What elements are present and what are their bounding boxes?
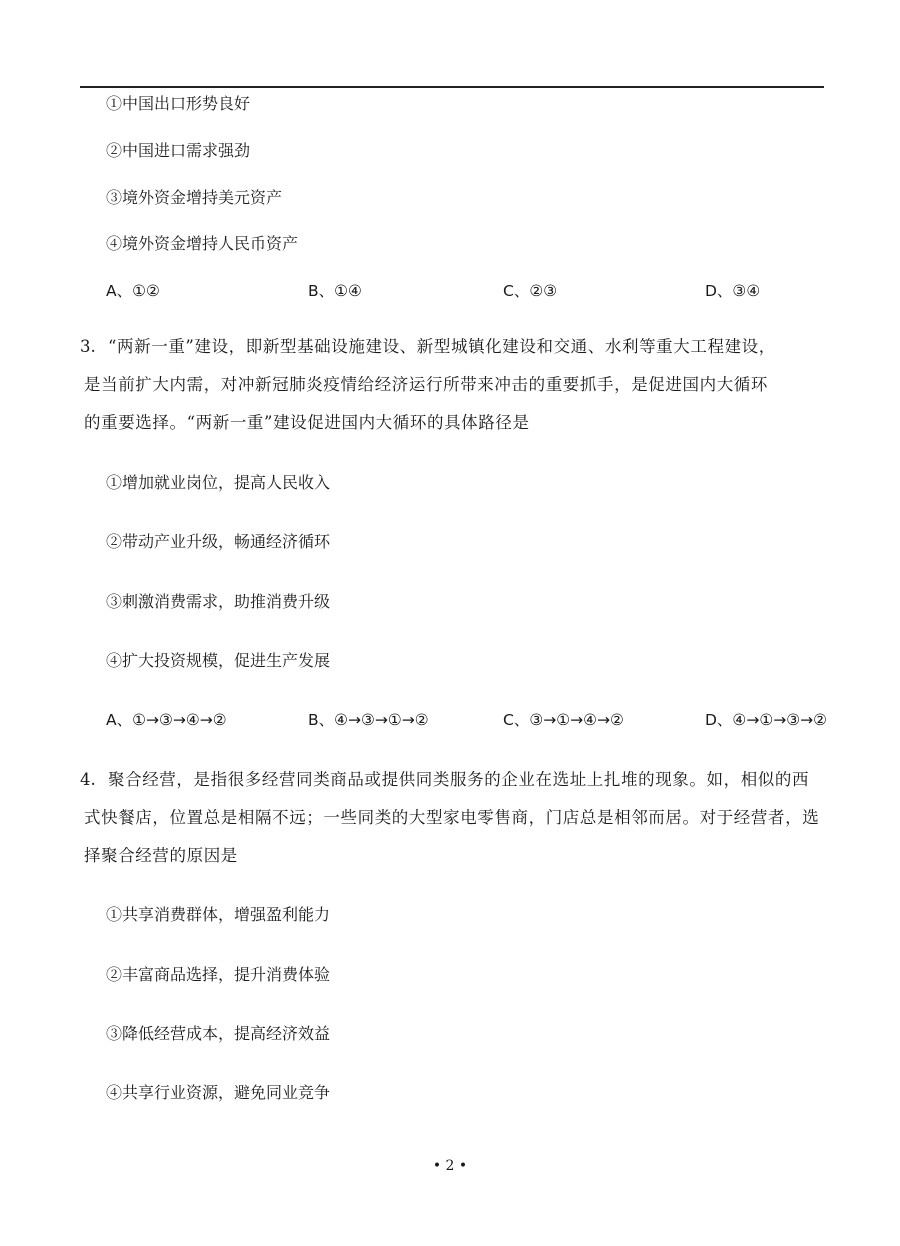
q4-item-4: ④共享行业资源，避免同业竞争: [106, 1083, 331, 1102]
q4-stem-line-3: 择聚合经营的原因是: [84, 846, 238, 865]
q2-option-a: A、①②: [106, 282, 160, 300]
q3-item-4: ④扩大投资规模，促进生产发展: [106, 651, 331, 670]
q4-stem-text-1: 聚合经营，是指很多经营同类商品或提供同类服务的企业在选址上扎堆的现象。如，相似的西: [108, 770, 810, 789]
q3-stem-line-1: [80, 337, 776, 357]
q2-option-d: D、③④: [705, 282, 761, 300]
q4-number: 4.: [80, 770, 96, 789]
q3-item-3: ③刺激消费需求，助推消费升级: [106, 592, 331, 611]
q4-item-1: ①共享消费群体，增强盈利能力: [106, 905, 331, 924]
q3-option-d: D、④→①→③→②: [705, 711, 827, 729]
q2-option-c: C、②③: [503, 282, 558, 300]
q2-item-1: ①中国出口形势良好: [106, 94, 251, 113]
q3-number: 3.: [80, 337, 96, 356]
q2-option-b: B、①④: [308, 282, 362, 300]
q2-item-4: ④境外资金增持人民币资产: [106, 234, 299, 253]
header-rule: [80, 86, 824, 88]
q4-item-3: ③降低经营成本，提高经济效益: [106, 1024, 331, 1043]
q3-item-1: ①增加就业岗位，提高人民收入: [106, 473, 331, 492]
q3-stem-text-1: “两新一重”建设，即新型基础设施建设、新型城镇化建设和交通、水利等重大工程建设，: [108, 337, 776, 356]
q4-stem-line-1: [80, 770, 809, 790]
q3-stem-line-3: 的重要选择。“两新一重”建设促进国内大循环的具体路径是: [84, 413, 530, 432]
q3-option-c: C、③→①→④→②: [503, 711, 624, 729]
q3-stem-line-2: 是当前扩大内需，对冲新冠肺炎疫情给经济运行所带来冲击的重要抓手，是促进国内大循环: [84, 375, 768, 394]
q2-item-3: ③境外资金增持美元资产: [106, 188, 283, 207]
q4-stem-line-2: 式快餐店，位置总是相隔不远；一些同类的大型家电零售商，门店总是相邻而居。对于经营者，选: [84, 808, 820, 827]
q2-item-2: ②中国进口需求强劲: [106, 141, 251, 160]
page-number: • 2 •: [432, 1158, 468, 1174]
q3-option-a: A、①→③→④→②: [106, 711, 227, 729]
q4-item-2: ②丰富商品选择，提升消费体验: [106, 965, 331, 984]
q3-option-b: B、④→③→①→②: [308, 711, 429, 729]
q3-item-2: ②带动产业升级，畅通经济循环: [106, 532, 331, 551]
